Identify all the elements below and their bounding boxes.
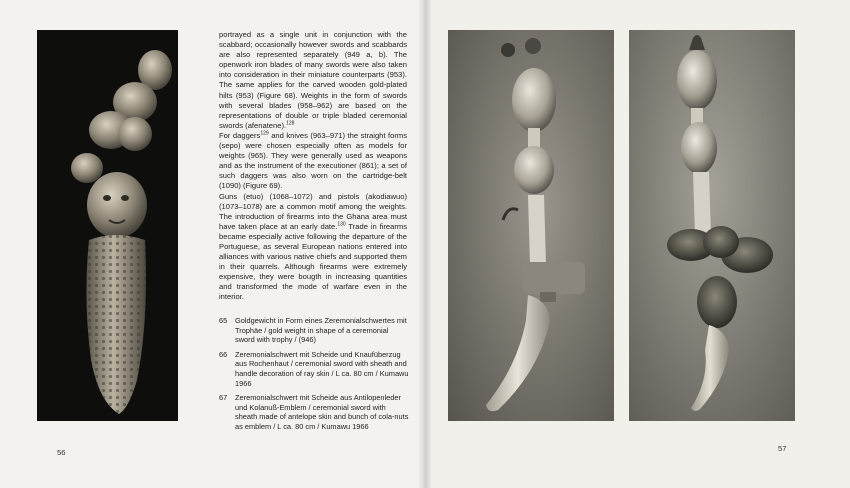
photo-gold-weight-sword: [37, 30, 178, 421]
photo-sword-antelope-skin: [629, 30, 795, 421]
paragraph-3: Guns (etuo) (1068–1072) and pistols (akodiawuo) (1073–1078) are a common motif among the weights. The introduction of firearms into the Ghana area must have taken place at an early date.$^{130}$ Trade in firearms became especially active following the departure of the Portuguese, as several European nations entered into alliances with various native chiefs and supported them in their quarrels. Although firearms were extremely expensive, they were bougth in increasing quantities and transformed the mode of warfare even in the interior.: [219, 191, 407, 302]
book-gutter: [418, 0, 432, 488]
caption-text: Zeremonialschwert mit Scheide aus Antilopenleder und Kolanuß-Emblem / ceremonial sword with sheath made of antelope skin and bunch of cola-nuts as emblem / L ca. 80 cm / Kumawu 1966: [235, 393, 409, 431]
article-body: [219, 30, 407, 303]
caption-text: Goldgewicht in Form eines Zeremonialschwertes mit Trophäe / gold weight in shape of a ceremonial sword with trophy / (946): [235, 316, 407, 345]
caption-66: [219, 350, 409, 388]
caption-65: [219, 316, 409, 345]
caption-text: Zeremonialschwert mit Scheide und Knaufüberzug aus Rochenhaut / ceremonial sword with sheath and handle decoration of ray skin / L ca. 80 cm / Kumawu 1966: [235, 349, 409, 388]
caption-number: 65: [219, 316, 228, 325]
page-number-right: 57: [778, 444, 787, 453]
right-page: [424, 0, 850, 488]
page-number-left: 56: [57, 448, 66, 457]
figure-captions: [219, 316, 409, 437]
paragraph-2: For daggers$^{129}$ and knives (963–971) the straight forms (sepo) were chosen especially often as models for weights (965). They were generally used as weapons and as the instrument of the executioner (861); a set of such daggers was also worn on the cartridge-belt (1090) (Figure 69).: [219, 130, 407, 191]
caption-number: 66: [219, 349, 228, 359]
left-page: [0, 0, 424, 488]
caption-67: [219, 393, 409, 431]
paragraph-1: portrayed as a single unit in conjunction with the scabbard; occasionally however swords and scabbards are also represented separately (949 a, b). The openwork iron blades of many swords were also taken into consideration in their miniature counterparts (953). The same applies for the carved wooden gold-plated hilts (953) (Figure 68). Weights in the form of swords with several blades (958–962) are based on the representations of double or triple bladed ceremonial swords (afenatene).$^{128}$: [219, 30, 407, 130]
caption-number: 67: [219, 393, 228, 403]
photo-sword-ray-skin: [448, 30, 614, 421]
